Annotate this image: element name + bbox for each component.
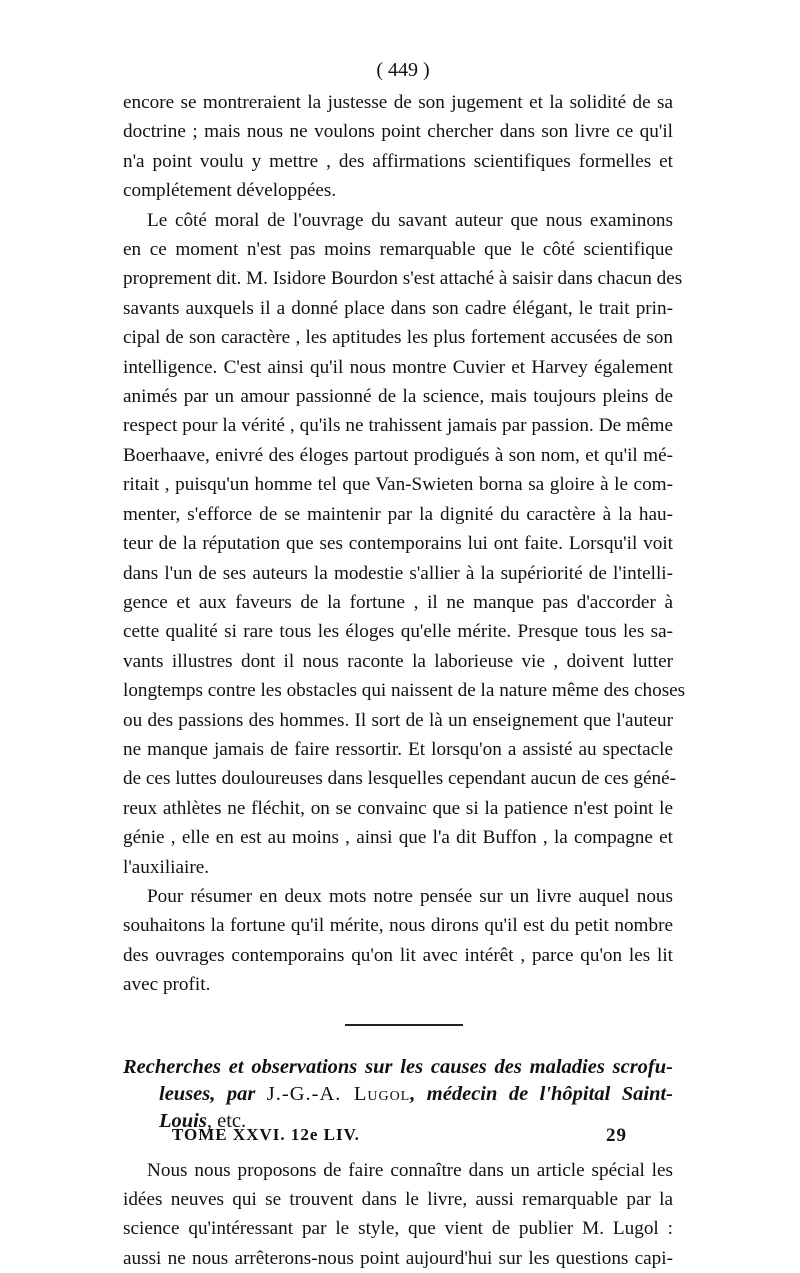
text-line: intelligence. C'est ainsi qu'il nous montre Cuvier et Harvey également [123, 356, 673, 378]
paragraph-3 [123, 882, 673, 1000]
document-page [123, 58, 686, 1273]
page-footer [172, 1125, 627, 1147]
review-heading-text: , etc. [206, 1109, 247, 1132]
text-line: teur de la réputation que ses contemporains lui ont faite. Lorsqu'il voit [123, 533, 673, 555]
text-line: Boerhaave, enivré des éloges partout prodigués à son nom, et qu'il mé- [123, 444, 673, 466]
text-line: science qu'intéressant par le style, que vient de publier M. Lugol : [123, 1218, 673, 1240]
text-line: encore se montreraient la justesse de son jugement et la solidité de sa [123, 92, 673, 113]
text-line: animés par un amour passionné de la science, mais toujours pleins de [123, 386, 673, 408]
text-line: ou des passions des hommes. Il sort de là un enseignement que l'auteur [123, 709, 673, 731]
text-line: génie , elle en est au moins , ainsi que l'a dit Buffon , la compagne et [123, 827, 673, 849]
page-number: ( 449 ) [376, 59, 430, 81]
sheet-number: 29 [606, 1125, 627, 1146]
text-line: gence et aux faveurs de la fortune , il ne manque pas d'accorder à [123, 591, 673, 613]
text-line: idées neuves qui se trouvent dans le livre, aussi remarquable par la [123, 1189, 673, 1210]
text-line: proprement dit. M. Isidore Bourdon s'est attaché à saisir dans chacun des [123, 268, 683, 290]
text-line: des ouvrages contemporains qu'on lit avec intérêt , parce qu'on les lit [123, 944, 673, 966]
paragraph-1 [123, 88, 673, 206]
text-line: doctrine ; mais nous ne voulons point chercher dans son livre ce qu'il [123, 121, 673, 143]
review-heading-text: Louis [159, 1109, 207, 1132]
text-line: Nous nous proposons de faire connaître dans un article spécial les [147, 1159, 673, 1181]
text-line: cette qualité si rare tous les éloges qu'elle mérite. Presque tous les sa- [123, 621, 673, 643]
text-line: Le côté moral de l'ouvrage du savant auteur que nous examinons [147, 209, 673, 231]
text-line: aussi ne nous arrêterons-nous point aujourd'hui sur les questions capi- [123, 1247, 673, 1269]
review-heading-line: Recherches et observations sur les causes des maladies scrofu- [123, 1055, 673, 1078]
signature-mark: TOME XXVI. 12e LIV. [172, 1125, 360, 1144]
author-name: J.-G.-A. Lugol [266, 1082, 411, 1105]
review-heading-text: leuses, par [159, 1082, 267, 1105]
text-line: cipal de son caractère , les aptitudes les plus fortement accusées de son [123, 327, 673, 349]
review-heading [123, 1054, 673, 1135]
text-line: savants auxquels il a donné place dans son cadre élégant, le trait prin- [123, 297, 673, 319]
review-heading-line [123, 1081, 673, 1108]
text-line: dans l'un de ses auteurs la modestie s'allier à la supériorité de l'intelli- [123, 562, 673, 584]
text-line: vants illustres dont il nous raconte la laborieuse vie , doivent lutter [123, 650, 673, 672]
section-divider [345, 1024, 463, 1026]
text-line: souhaitons la fortune qu'il mérite, nous dirons qu'il est du petit nombre [123, 915, 673, 937]
text-line: avec profit. [123, 974, 211, 996]
text-line: reux athlètes ne fléchit, on se convainc que si la patience n'est point le [123, 797, 673, 819]
text-line: complétement développées. [123, 180, 337, 202]
text-line: n'a point voulu y mettre , des affirmations scientifiques formelles et [123, 150, 673, 172]
review-heading-text: , médecin de l'hôpital Saint- [410, 1082, 673, 1105]
paragraph-4 [123, 1156, 673, 1273]
text-line: de ces luttes douloureuses dans lesquelles cependant aucun de ces géné- [123, 768, 677, 790]
paragraph-2 [123, 206, 686, 882]
text-line: menter, s'efforce de se maintenir par la dignité du caractère à la hau- [123, 503, 673, 525]
text-line: longtemps contre les obstacles qui naissent de la nature même des choses [123, 680, 686, 702]
text-line: ne manque jamais de faire ressortir. Et lorsqu'on a assisté au spectacle [123, 738, 673, 760]
text-line: en ce moment n'est pas moins remarquable que le côté scientifique [123, 239, 673, 261]
text-line: l'auxiliaire. [123, 856, 210, 878]
text-line: respect pour la vérité , qu'ils ne trahissent jamais par passion. De même [123, 415, 673, 437]
text-line: ritait , puisqu'un homme tel que Van-Swieten borna sa gloire à le com- [123, 474, 673, 496]
text-line: Pour résumer en deux mots notre pensée sur un livre auquel nous [147, 885, 673, 907]
